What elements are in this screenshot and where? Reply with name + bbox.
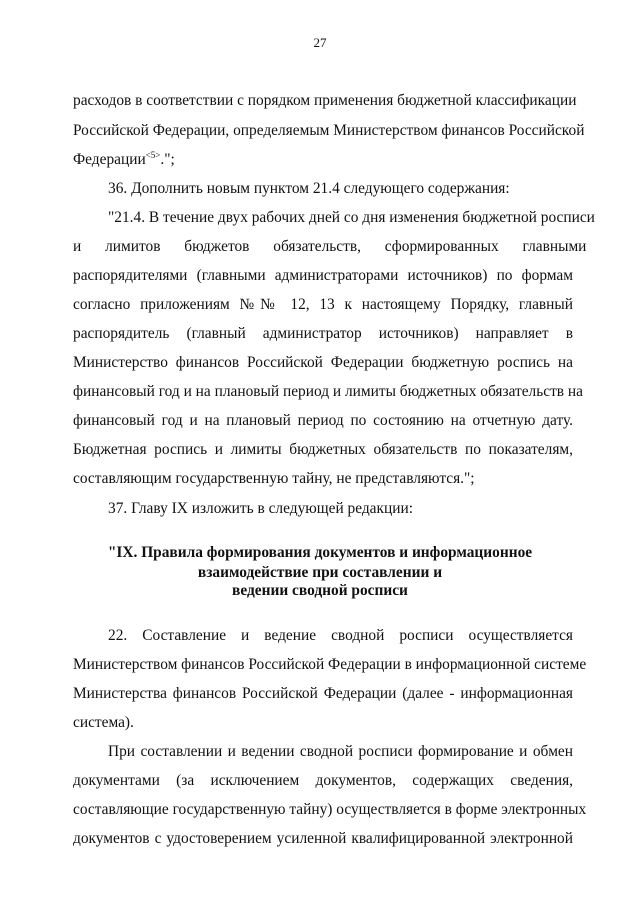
text-line: согласно приложениям №№ 12, 13 к настоящему Порядку, главный [73, 296, 573, 313]
text-line: финансовый год и на плановый период и лимиты бюджетных обязательств на [73, 383, 583, 400]
text-line: составляющие государственную тайну) осуществляется в форме электронных [73, 801, 587, 818]
text-line: 37. Главу IX изложить в следующей редакции: [108, 500, 413, 517]
text-line: Российской Федерации, определяемым Министерством финансов Российской [73, 122, 585, 139]
text-line: Бюджетная роспись и лимиты бюджетных обязательств по показателям, [73, 441, 573, 458]
text-line: Министерством финансов Российской Федерации в информационной системе [73, 656, 587, 673]
text-fragment: Федерации [73, 151, 146, 168]
text-line: документами (за исключением документов, содержащих сведения, [73, 772, 573, 789]
text-line: распорядитель (главный администратор источников) направляет в [73, 325, 573, 342]
text-line: Министерства финансов Российской Федерации (далее - информационная [73, 685, 573, 702]
text-line: При составлении и ведении сводной росписи формирование и обмен [108, 743, 573, 760]
chapter-heading-line: "IX. Правила формирования документов и информационное [107, 544, 533, 561]
text-line: и лимитов бюджетов обязательств, сформированных главными [73, 238, 587, 255]
chapter-heading-line: взаимодействие при составлении и [197, 564, 443, 581]
text-fragment: ."; [160, 151, 175, 168]
text-line: составляющим государственную тайну, не представляются."; [73, 470, 475, 487]
text-line: Министерство финансов Российской Федерации бюджетную роспись на [73, 354, 573, 371]
footnote-reference: <5> [145, 150, 161, 160]
text-line: распорядителями (главными администраторами источников) по формам [73, 267, 573, 284]
text-line: система). [73, 714, 134, 731]
page-number: 27 [313, 35, 327, 50]
text-line: расходов в соответствии с порядком применения бюджетной классификации [73, 92, 577, 109]
text-line: финансовый год и на плановый период по состоянию на отчетную дату. [73, 412, 573, 429]
text-line: 22. Составление и ведение сводной росписи осуществляется [108, 627, 573, 644]
chapter-heading-line: ведении сводной росписи [232, 582, 408, 599]
text-line: документов с удостоверением усиленной квалифицированной электронной [73, 830, 573, 847]
text-line: "21.4. В течение двух рабочих дней со дня изменения бюджетной росписи [108, 209, 595, 226]
text-line: 36. Дополнить новым пунктом 21.4 следующего содержания: [108, 180, 510, 197]
text-line [73, 150, 573, 170]
